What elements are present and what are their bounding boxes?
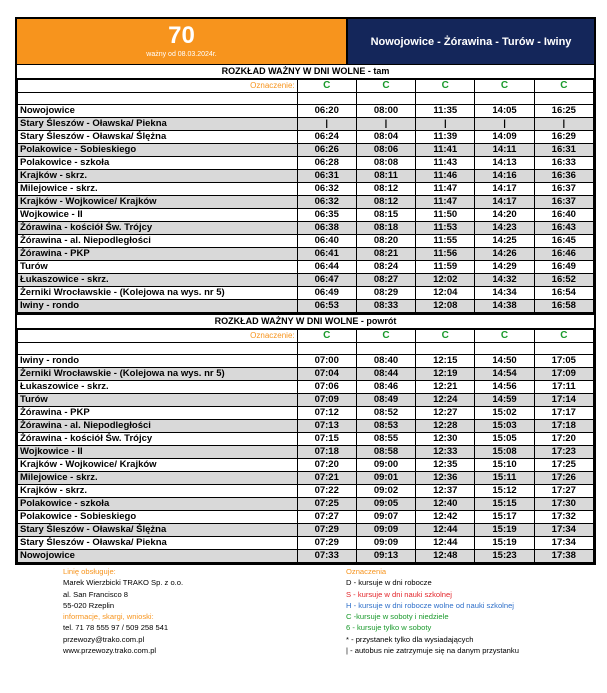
phone: tel. 71 78 555 97 / 509 258 541 <box>63 623 169 633</box>
table-row <box>18 183 594 196</box>
departure-time: 07:25 <box>297 498 356 511</box>
departure-time: 12:40 <box>416 498 475 511</box>
stop-name: Nowojowice <box>18 105 298 118</box>
stop-name: Wojkowice - II <box>18 446 298 459</box>
spacer-row <box>18 343 594 355</box>
departure-time: 12:42 <box>416 511 475 524</box>
departure-time: 17:38 <box>534 550 593 563</box>
departure-time: 06:49 <box>297 287 356 300</box>
departure-time: 17:14 <box>534 394 593 407</box>
departure-time: 17:09 <box>534 368 593 381</box>
spacer-cell <box>297 93 356 105</box>
departure-time: 08:40 <box>356 355 415 368</box>
departure-time: 07:20 <box>297 459 356 472</box>
stop-name: Iwiny - rondo <box>18 300 298 313</box>
departure-time: 06:20 <box>297 105 356 118</box>
departure-time: 11:35 <box>416 105 475 118</box>
departure-time: 12:02 <box>416 274 475 287</box>
legend-item: | - autobus nie zatrzymuje się na danym przystanku <box>346 646 519 656</box>
departure-time: 12:19 <box>416 368 475 381</box>
stop-name: Milejowice - skrz. <box>18 472 298 485</box>
legend-item: * - przystanek tylko dla wysiadających <box>346 634 474 644</box>
table-row <box>18 222 594 235</box>
departure-time: 06:31 <box>297 170 356 183</box>
departure-time: 14:25 <box>475 235 534 248</box>
departure-time: | <box>475 118 534 131</box>
stop-name: Nowojowice <box>18 550 298 563</box>
departure-time: 15:15 <box>475 498 534 511</box>
spacer-cell <box>475 93 534 105</box>
departure-time: 09:02 <box>356 485 415 498</box>
legend-heading: Oznaczenia <box>346 567 387 576</box>
stop-name: Polakowice - szkoła <box>18 157 298 170</box>
departure-time: 17:34 <box>534 537 593 550</box>
timetable-header <box>17 19 594 65</box>
service-code: C <box>534 80 593 93</box>
departure-time: 07:27 <box>297 511 356 524</box>
departure-time: 08:18 <box>356 222 415 235</box>
departure-time: 07:18 <box>297 446 356 459</box>
stop-name: Stary Śleszów - Oławska/ Piekna <box>18 118 298 131</box>
departure-time: 12:33 <box>416 446 475 459</box>
departure-time: 14:11 <box>475 144 534 157</box>
departure-time: 17:34 <box>534 524 593 537</box>
departure-time: 14:17 <box>475 196 534 209</box>
departure-time: 14:09 <box>475 131 534 144</box>
departure-time: 07:22 <box>297 485 356 498</box>
departure-time: 12:44 <box>416 537 475 550</box>
departure-time: 17:23 <box>534 446 593 459</box>
departure-time: 14:16 <box>475 170 534 183</box>
departure-time: 16:37 <box>534 183 593 196</box>
legend-item: 6 - kursuje tylko w soboty <box>346 623 432 633</box>
departure-time: 07:33 <box>297 550 356 563</box>
departure-time: 12:44 <box>416 524 475 537</box>
departure-time: 06:41 <box>297 248 356 261</box>
departure-time: 15:19 <box>475 537 534 550</box>
service-code: C <box>356 80 415 93</box>
departure-time: | <box>534 118 593 131</box>
route-name: Nowojowice - Żórawina - Turów - Iwiny <box>348 19 594 64</box>
departure-time: 08:44 <box>356 368 415 381</box>
legend-items <box>346 577 606 656</box>
operator-city: 55-020 Rzeplin <box>63 600 115 610</box>
legend <box>346 566 606 656</box>
table-row <box>18 381 594 394</box>
email: przewozy@trako.com.pl <box>63 634 145 644</box>
stop-name: Milejowice - skrz. <box>18 183 298 196</box>
stop-name: Turów <box>18 394 298 407</box>
departure-time: 16:52 <box>534 274 593 287</box>
departure-time: 14:59 <box>475 394 534 407</box>
service-code: C <box>475 80 534 93</box>
departure-time: 07:04 <box>297 368 356 381</box>
legend-item: H - kursuje w dni robocze wolne od nauki szkolnej <box>346 600 514 610</box>
departure-time: 08:15 <box>356 209 415 222</box>
departure-time: 09:05 <box>356 498 415 511</box>
table-row <box>18 459 594 472</box>
departure-time: 07:00 <box>297 355 356 368</box>
operator-name: Marek Wierzbicki TRAKO Sp. z o.o. <box>63 578 184 588</box>
spacer-cell <box>416 93 475 105</box>
table-row <box>18 287 594 300</box>
departure-time: | <box>356 118 415 131</box>
stop-name: Żórawina - kościół Św. Trójcy <box>18 222 298 235</box>
departure-time: 15:19 <box>475 524 534 537</box>
table-row <box>18 105 594 118</box>
stop-name: Żerniki Wrocławskie - (Kolejowa na wys. nr 5) <box>18 368 298 381</box>
spacer-cell <box>297 343 356 355</box>
stop-name: Stary Śleszów - Oławska/ Ślężna <box>18 524 298 537</box>
departure-time: 07:13 <box>297 420 356 433</box>
departure-time: 08:55 <box>356 433 415 446</box>
departure-time: 08:12 <box>356 196 415 209</box>
departure-time: 15:03 <box>475 420 534 433</box>
departure-time: 08:04 <box>356 131 415 144</box>
table-row <box>18 300 594 313</box>
table-row <box>18 274 594 287</box>
departure-time: 16:31 <box>534 144 593 157</box>
route-number: 70 <box>168 22 195 49</box>
departure-time: 07:21 <box>297 472 356 485</box>
departure-time: 07:29 <box>297 537 356 550</box>
stop-name: Wojkowice - II <box>18 209 298 222</box>
departure-time: 07:29 <box>297 524 356 537</box>
departure-time: 15:23 <box>475 550 534 563</box>
marker-row <box>18 80 594 93</box>
marker-row <box>18 330 594 343</box>
departure-time: 11:56 <box>416 248 475 261</box>
stop-name: Żórawina - kościół Św. Trójcy <box>18 433 298 446</box>
departure-time: 14:05 <box>475 105 534 118</box>
spacer-cell <box>356 343 415 355</box>
departure-time: 08:20 <box>356 235 415 248</box>
table-row <box>18 196 594 209</box>
website: www.przewozy.trako.com.pl <box>63 646 157 656</box>
route-number-panel <box>17 19 348 64</box>
table-row <box>18 355 594 368</box>
spacer-cell <box>18 343 298 355</box>
service-code: C <box>416 330 475 343</box>
service-code: C <box>475 330 534 343</box>
stop-name: Żórawina - al. Niepodległości <box>18 420 298 433</box>
departure-time: 16:33 <box>534 157 593 170</box>
stop-name: Turów <box>18 261 298 274</box>
departure-time: 12:35 <box>416 459 475 472</box>
departure-time: 12:37 <box>416 485 475 498</box>
service-code: C <box>297 330 356 343</box>
stop-name: Krajków - skrz. <box>18 170 298 183</box>
departure-time: 07:12 <box>297 407 356 420</box>
departure-time: 08:52 <box>356 407 415 420</box>
stop-name: Żerniki Wrocławskie - (Kolejowa na wys. nr 5) <box>18 287 298 300</box>
departure-time: 15:05 <box>475 433 534 446</box>
table-row <box>18 118 594 131</box>
stop-name: Łukaszowice - skrz. <box>18 274 298 287</box>
table-row <box>18 537 594 550</box>
departure-time: 17:17 <box>534 407 593 420</box>
departure-time: 08:24 <box>356 261 415 274</box>
departure-time: 15:11 <box>475 472 534 485</box>
departure-time: 12:08 <box>416 300 475 313</box>
departure-time: 12:15 <box>416 355 475 368</box>
table-row <box>18 446 594 459</box>
table-row <box>18 407 594 420</box>
departure-time: 16:46 <box>534 248 593 261</box>
departure-time: 16:25 <box>534 105 593 118</box>
departure-time: 14:56 <box>475 381 534 394</box>
departure-time: 14:50 <box>475 355 534 368</box>
departure-time: 09:09 <box>356 524 415 537</box>
departure-time: 08:49 <box>356 394 415 407</box>
departure-time: 16:29 <box>534 131 593 144</box>
departure-time: 16:45 <box>534 235 593 248</box>
spacer-cell <box>475 343 534 355</box>
departure-time: 16:49 <box>534 261 593 274</box>
operator-heading: Linię obsługuje: <box>63 567 116 576</box>
spacer-cell <box>534 343 593 355</box>
table-row <box>18 394 594 407</box>
table-row <box>18 131 594 144</box>
service-code: C <box>534 330 593 343</box>
departure-time: 09:09 <box>356 537 415 550</box>
departure-time: 06:28 <box>297 157 356 170</box>
departure-time: 14:23 <box>475 222 534 235</box>
departure-time: 06:32 <box>297 183 356 196</box>
departure-time: 06:44 <box>297 261 356 274</box>
departure-time: 14:20 <box>475 209 534 222</box>
departure-time: 12:30 <box>416 433 475 446</box>
departure-time: 08:12 <box>356 183 415 196</box>
departure-time: 15:02 <box>475 407 534 420</box>
legend-item: C -kursuje w soboty i niedziele <box>346 612 449 622</box>
table-row <box>18 157 594 170</box>
table-row <box>18 472 594 485</box>
departure-time: 11:46 <box>416 170 475 183</box>
departure-time: 17:05 <box>534 355 593 368</box>
stop-name: Żórawina - PKP <box>18 407 298 420</box>
operator-info <box>63 566 323 656</box>
table-row <box>18 170 594 183</box>
departure-time: 17:27 <box>534 485 593 498</box>
departure-time: 16:58 <box>534 300 593 313</box>
departure-time: 06:35 <box>297 209 356 222</box>
departure-time: | <box>416 118 475 131</box>
departure-time: 06:26 <box>297 144 356 157</box>
table-row <box>18 485 594 498</box>
stop-name: Krajków - skrz. <box>18 485 298 498</box>
timetable-table <box>17 79 594 313</box>
service-code: C <box>297 80 356 93</box>
departure-time: 12:36 <box>416 472 475 485</box>
contact-heading: informacje, skargi, wnioski: <box>63 612 154 622</box>
departure-time: 16:40 <box>534 209 593 222</box>
stop-name: Polakowice - Sobieskiego <box>18 144 298 157</box>
timetable-sheet <box>15 17 596 565</box>
departure-time: 14:29 <box>475 261 534 274</box>
stop-name: Żórawina - al. Niepodległości <box>18 235 298 248</box>
table-row <box>18 368 594 381</box>
departure-time: 08:11 <box>356 170 415 183</box>
departure-time: 12:28 <box>416 420 475 433</box>
timetable-table <box>17 329 594 563</box>
marker-label: Oznaczenie: <box>18 80 298 93</box>
table-row <box>18 511 594 524</box>
service-code: C <box>356 330 415 343</box>
departure-time: 06:32 <box>297 196 356 209</box>
departure-time: 08:06 <box>356 144 415 157</box>
service-code: C <box>416 80 475 93</box>
table-row <box>18 235 594 248</box>
table-row <box>18 261 594 274</box>
departure-time: 16:36 <box>534 170 593 183</box>
departure-time: 17:11 <box>534 381 593 394</box>
departure-time: | <box>297 118 356 131</box>
departure-time: 14:17 <box>475 183 534 196</box>
departure-time: 11:47 <box>416 183 475 196</box>
departure-time: 12:48 <box>416 550 475 563</box>
departure-time: 15:10 <box>475 459 534 472</box>
stop-name: Polakowice - szkoła <box>18 498 298 511</box>
departure-time: 14:13 <box>475 157 534 170</box>
table-row <box>18 433 594 446</box>
departure-time: 11:41 <box>416 144 475 157</box>
section-title: ROZKŁAD WAŻNY W DNI WOLNE - tam <box>17 65 594 79</box>
departure-time: 06:40 <box>297 235 356 248</box>
table-row <box>18 420 594 433</box>
departure-time: 09:07 <box>356 511 415 524</box>
departure-time: 08:00 <box>356 105 415 118</box>
departure-time: 08:58 <box>356 446 415 459</box>
table-row <box>18 248 594 261</box>
departure-time: 11:55 <box>416 235 475 248</box>
departure-time: 11:43 <box>416 157 475 170</box>
timetable-sections <box>17 65 594 563</box>
departure-time: 12:27 <box>416 407 475 420</box>
departure-time: 09:01 <box>356 472 415 485</box>
departure-time: 16:37 <box>534 196 593 209</box>
stop-name: Łukaszowice - skrz. <box>18 381 298 394</box>
departure-time: 17:20 <box>534 433 593 446</box>
departure-time: 06:53 <box>297 300 356 313</box>
table-row <box>18 550 594 563</box>
departure-time: 08:53 <box>356 420 415 433</box>
stop-name: Żórawina - PKP <box>18 248 298 261</box>
departure-time: 17:25 <box>534 459 593 472</box>
departure-time: 14:34 <box>475 287 534 300</box>
departure-time: 14:32 <box>475 274 534 287</box>
stop-name: Polakowice - Sobieskiego <box>18 511 298 524</box>
departure-time: 08:08 <box>356 157 415 170</box>
departure-time: 07:09 <box>297 394 356 407</box>
departure-time: 17:30 <box>534 498 593 511</box>
departure-time: 08:29 <box>356 287 415 300</box>
stop-name: Krajków - Wojkowice/ Krajków <box>18 196 298 209</box>
departure-time: 06:24 <box>297 131 356 144</box>
departure-time: 17:26 <box>534 472 593 485</box>
spacer-cell <box>18 93 298 105</box>
departure-time: 06:38 <box>297 222 356 235</box>
departure-time: 12:04 <box>416 287 475 300</box>
departure-time: 06:47 <box>297 274 356 287</box>
departure-time: 09:13 <box>356 550 415 563</box>
departure-time: 11:47 <box>416 196 475 209</box>
departure-time: 11:59 <box>416 261 475 274</box>
departure-time: 08:46 <box>356 381 415 394</box>
operator-street: al. San Francisco 8 <box>63 589 128 599</box>
departure-time: 14:38 <box>475 300 534 313</box>
spacer-cell <box>416 343 475 355</box>
table-row <box>18 144 594 157</box>
departure-time: 17:32 <box>534 511 593 524</box>
departure-time: 07:15 <box>297 433 356 446</box>
stop-name: Stary Śleszów - Oławska/ Ślężna <box>18 131 298 144</box>
spacer-cell <box>356 93 415 105</box>
departure-time: 16:43 <box>534 222 593 235</box>
departure-time: 14:54 <box>475 368 534 381</box>
departure-time: 14:26 <box>475 248 534 261</box>
table-row <box>18 209 594 222</box>
table-row <box>18 524 594 537</box>
marker-label: Oznaczenie: <box>18 330 298 343</box>
table-row <box>18 498 594 511</box>
stop-name: Iwiny - rondo <box>18 355 298 368</box>
departure-time: 08:33 <box>356 300 415 313</box>
departure-time: 15:08 <box>475 446 534 459</box>
departure-time: 07:06 <box>297 381 356 394</box>
departure-time: 11:50 <box>416 209 475 222</box>
valid-from: ważny od 08.03.2024r. <box>146 51 217 58</box>
stop-name: Stary Śleszów - Oławska/ Piekna <box>18 537 298 550</box>
departure-time: 15:17 <box>475 511 534 524</box>
departure-time: 08:27 <box>356 274 415 287</box>
departure-time: 15:12 <box>475 485 534 498</box>
departure-time: 17:18 <box>534 420 593 433</box>
section-title: ROZKŁAD WAŻNY W DNI WOLNE - powrót <box>17 313 594 329</box>
spacer-row <box>18 93 594 105</box>
legend-item: S - kursuje w dni nauki szkolnej <box>346 589 452 599</box>
departure-time: 16:54 <box>534 287 593 300</box>
spacer-cell <box>534 93 593 105</box>
departure-time: 11:53 <box>416 222 475 235</box>
stop-name: Krajków - Wojkowice/ Krajków <box>18 459 298 472</box>
departure-time: 11:39 <box>416 131 475 144</box>
departure-time: 12:21 <box>416 381 475 394</box>
departure-time: 12:24 <box>416 394 475 407</box>
departure-time: 08:21 <box>356 248 415 261</box>
departure-time: 09:00 <box>356 459 415 472</box>
legend-item: D - kursuje w dni robocze <box>346 578 432 588</box>
